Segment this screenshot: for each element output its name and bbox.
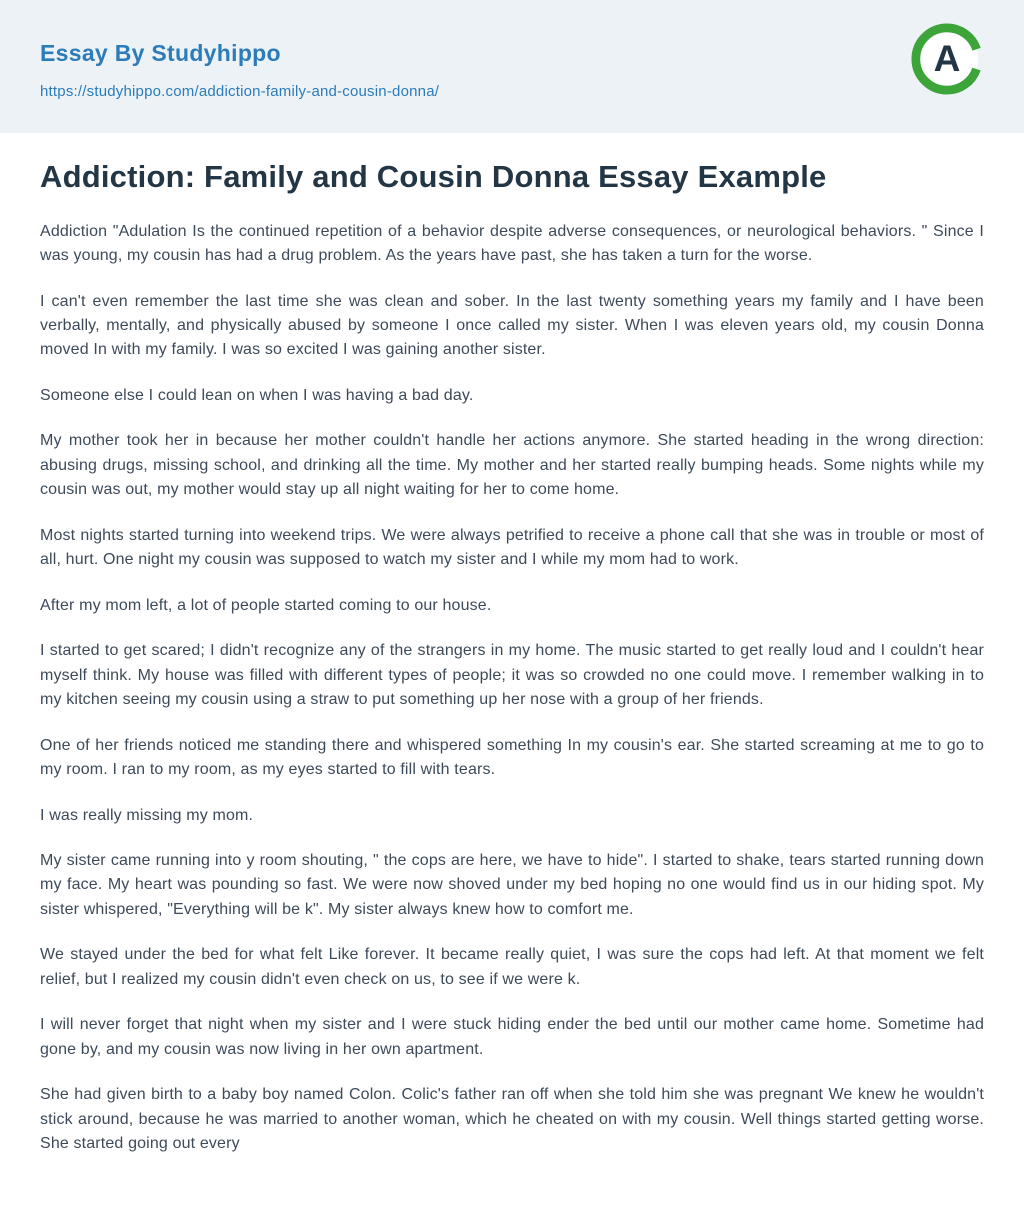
- source-url-link[interactable]: https://studyhippo.com/addiction-family-and-cousin-donna/: [40, 83, 440, 100]
- essay-paragraph: Addiction "Adulation Is the continued repetition of a behavior despite adverse consequences, or neurological behaviors. " Since I was young, my cousin has had a drug problem. As the years have past, she has taken a turn for the worse.: [40, 222, 984, 265]
- essay-paragraph: I was really missing my mom.: [40, 806, 254, 824]
- essay-body: [40, 220, 984, 1157]
- essay-paragraph: After my mom left, a lot of people started coming to our house.: [40, 596, 492, 614]
- essay-paragraph: Most nights started turning into weekend trips. We were always petrified to receive a phone call that she was in trouble or most of all, hurt. One night my cousin was supposed to watch my sister and I while my mom had to work.: [40, 526, 984, 569]
- studyhippo-logo: [910, 22, 984, 96]
- page-title: Addiction: Family and Cousin Donna Essay Example: [40, 159, 827, 194]
- essay-paragraph: We stayed under the bed for what felt Like forever. It became really quiet, I was sure the cops had left. At that moment we felt relief, but I realized my cousin didn't even check on us, to see if we were k.: [40, 946, 984, 988]
- essay-paragraph: My sister came running into y room shouting, " the cops are here, we have to hide". I started to shake, tears started running down my face. My heart was pounding so fast. We were now shoved under my bed hoping no one would find us in our hiding spot. My sister whispered, "Everything will be k". My sister always knew how to comfort me.: [40, 852, 984, 918]
- page-header: [0, 0, 1024, 133]
- essay-paragraph: She had given birth to a baby boy named Colon. Colic's father ran off when she told him she was pregnant We knew he wouldn't stick around, because he was married to another woman, which he cheated on with my cousin. Well things started getting worse. She started going out every: [40, 1086, 984, 1153]
- essay-paragraph: I can't even remember the last time she was clean and sober. In the last twenty something years my family and I have been verbally, mentally, and physically abused by someone I once called my sister. When I was eleven years old, my cousin Donna moved In with my family. I was so excited I was gaining another sister.: [40, 292, 984, 359]
- logo-letter: A: [933, 37, 961, 79]
- article-content: [0, 133, 1024, 1208]
- essay-paragraph: Someone else I could lean on when I was having a bad day.: [40, 386, 474, 404]
- essay-paragraph: One of her friends noticed me standing there and whispered something In my cousin's ear. She started screaming at me to go to my room. I ran to my room, as my eyes started to fill with tears.: [40, 736, 984, 779]
- essay-paragraph: My mother took her in because her mother couldn't handle her actions anymore. She started heading in the wrong direction: abusing drugs, missing school, and drinking all the time. My mother and her started really bumping heads. Some nights while my cousin was out, my mother would stay up all night waiting for her to come home.: [40, 432, 984, 499]
- essay-paragraph: I will never forget that night when my sister and I were stuck hiding ender the bed until our mother came home. Sometime had gone by, and my cousin was now living in her own apartment.: [40, 1016, 984, 1058]
- byline: Essay By Studyhippo: [40, 40, 281, 66]
- essay-paragraph: I started to get scared; I didn't recognize any of the strangers in my home. The music started to get really loud and I couldn't hear myself think. My house was filled with different types of people; it was so crowded no one could move. I remember walking in to my kitchen seeing my cousin using a straw to put something up her nose with a group of her friends.: [40, 642, 984, 709]
